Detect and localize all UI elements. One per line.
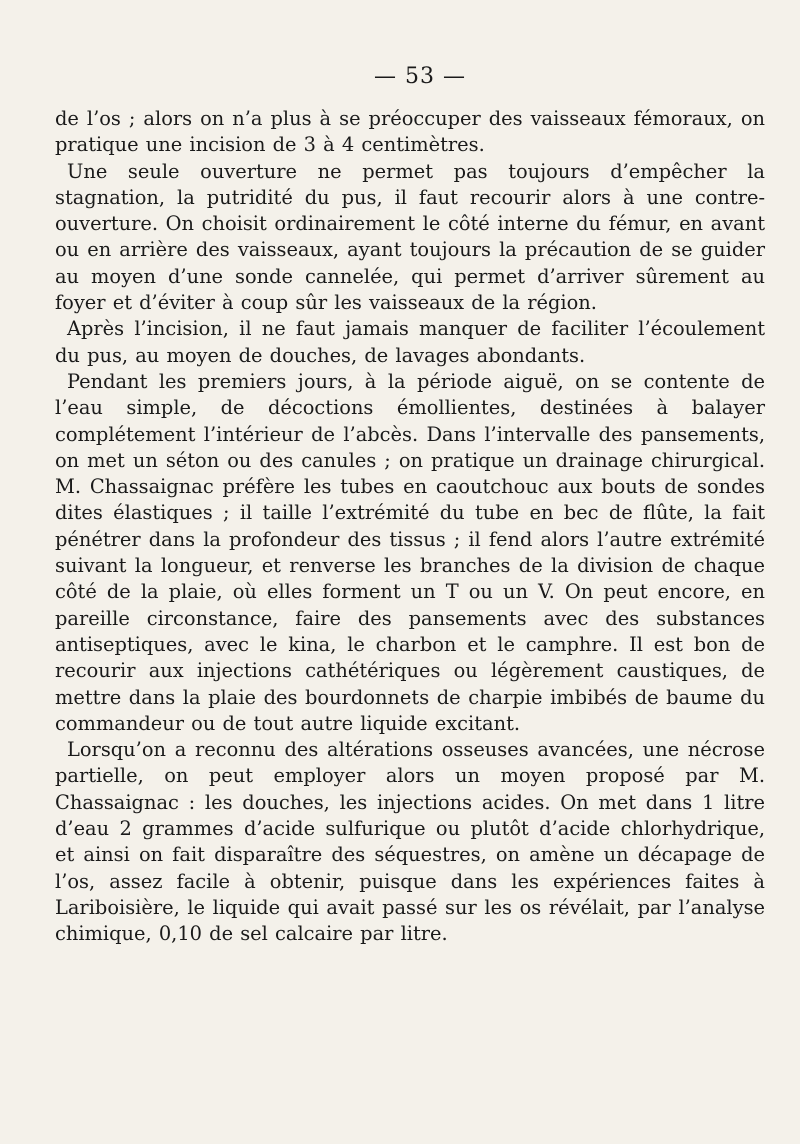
paragraph-3: Après l’incision, il ne faut jamais manquer de faciliter l’écoulement du pus, au moyen de douches, de lavages abondants. — [55, 317, 765, 367]
book-page — [55, 62, 765, 948]
paragraph-4: Pendant les premiers jours, à la période aiguë, on se contente de l’eau simple, de décoctions émollientes, destinées à balayer complétement l’intérieur de l’abcès. Dans l’intervalle des pansements, on met un séton ou des canules ; on pratique un drainage chirurgical. M. Chassaignac préfère les tubes en caoutchouc aux bouts de sondes dites élastiques ; il taille l’extrémité du tube en bec de flûte, la fait pénétrer dans la profondeur des tissus ; il fend alors l’autre extrémité suivant la longueur, et renverse les branches de la division de chaque côté de la plaie, où elles forment un T ou un V. On peut encore, en pareille circonstance, faire des pansements avec des substances antiseptiques, avec le kina, le charbon et le camphre. Il est bon de recourir aux injections cathétériques ou légèrement caustiques, de mettre dans la plaie des bourdonnets de charpie imbibés de baume du commandeur ou de tout autre liquide excitant. — [55, 369, 765, 735]
paragraph-2: Une seule ouverture ne permet pas toujours d’empêcher la stagnation, la putridité du pus, il faut recourir alors à une contre-ouverture. On choisit ordinairement le côté interne du fémur, en avant ou en arrière des vaisseaux, ayant toujours la précaution de se guider au moyen d’une sonde cannelée, qui permet d’arriver sûrement au foyer et d’éviter à coup sûr les vaisseaux de la région. — [55, 159, 765, 315]
paragraph-1: de l’os ; alors on n’a plus à se préoccuper des vaisseaux fémoraux, on pratique une incision de 3 à 4 centimètres. — [55, 107, 765, 157]
page-number: — 53 — — [374, 64, 466, 89]
paragraph-5: Lorsqu’on a reconnu des altérations osseuses avancées, une nécrose partielle, on peut employer alors un moyen proposé par M. Chassaignac : les douches, les injections acides. On met dans 1 litre d’eau 2 grammes d’acide sulfurique ou plutôt d’acide chlorhydrique, et ainsi on fait disparaître des séquestres, on amène un décapage de l’os, assez facile à obtenir, puisque dans les expériences faites à Lariboisière, le liquide qui avait passé sur les os révélait, par l’analyse chimique, 0,10 de sel calcaire par litre. — [55, 738, 765, 946]
